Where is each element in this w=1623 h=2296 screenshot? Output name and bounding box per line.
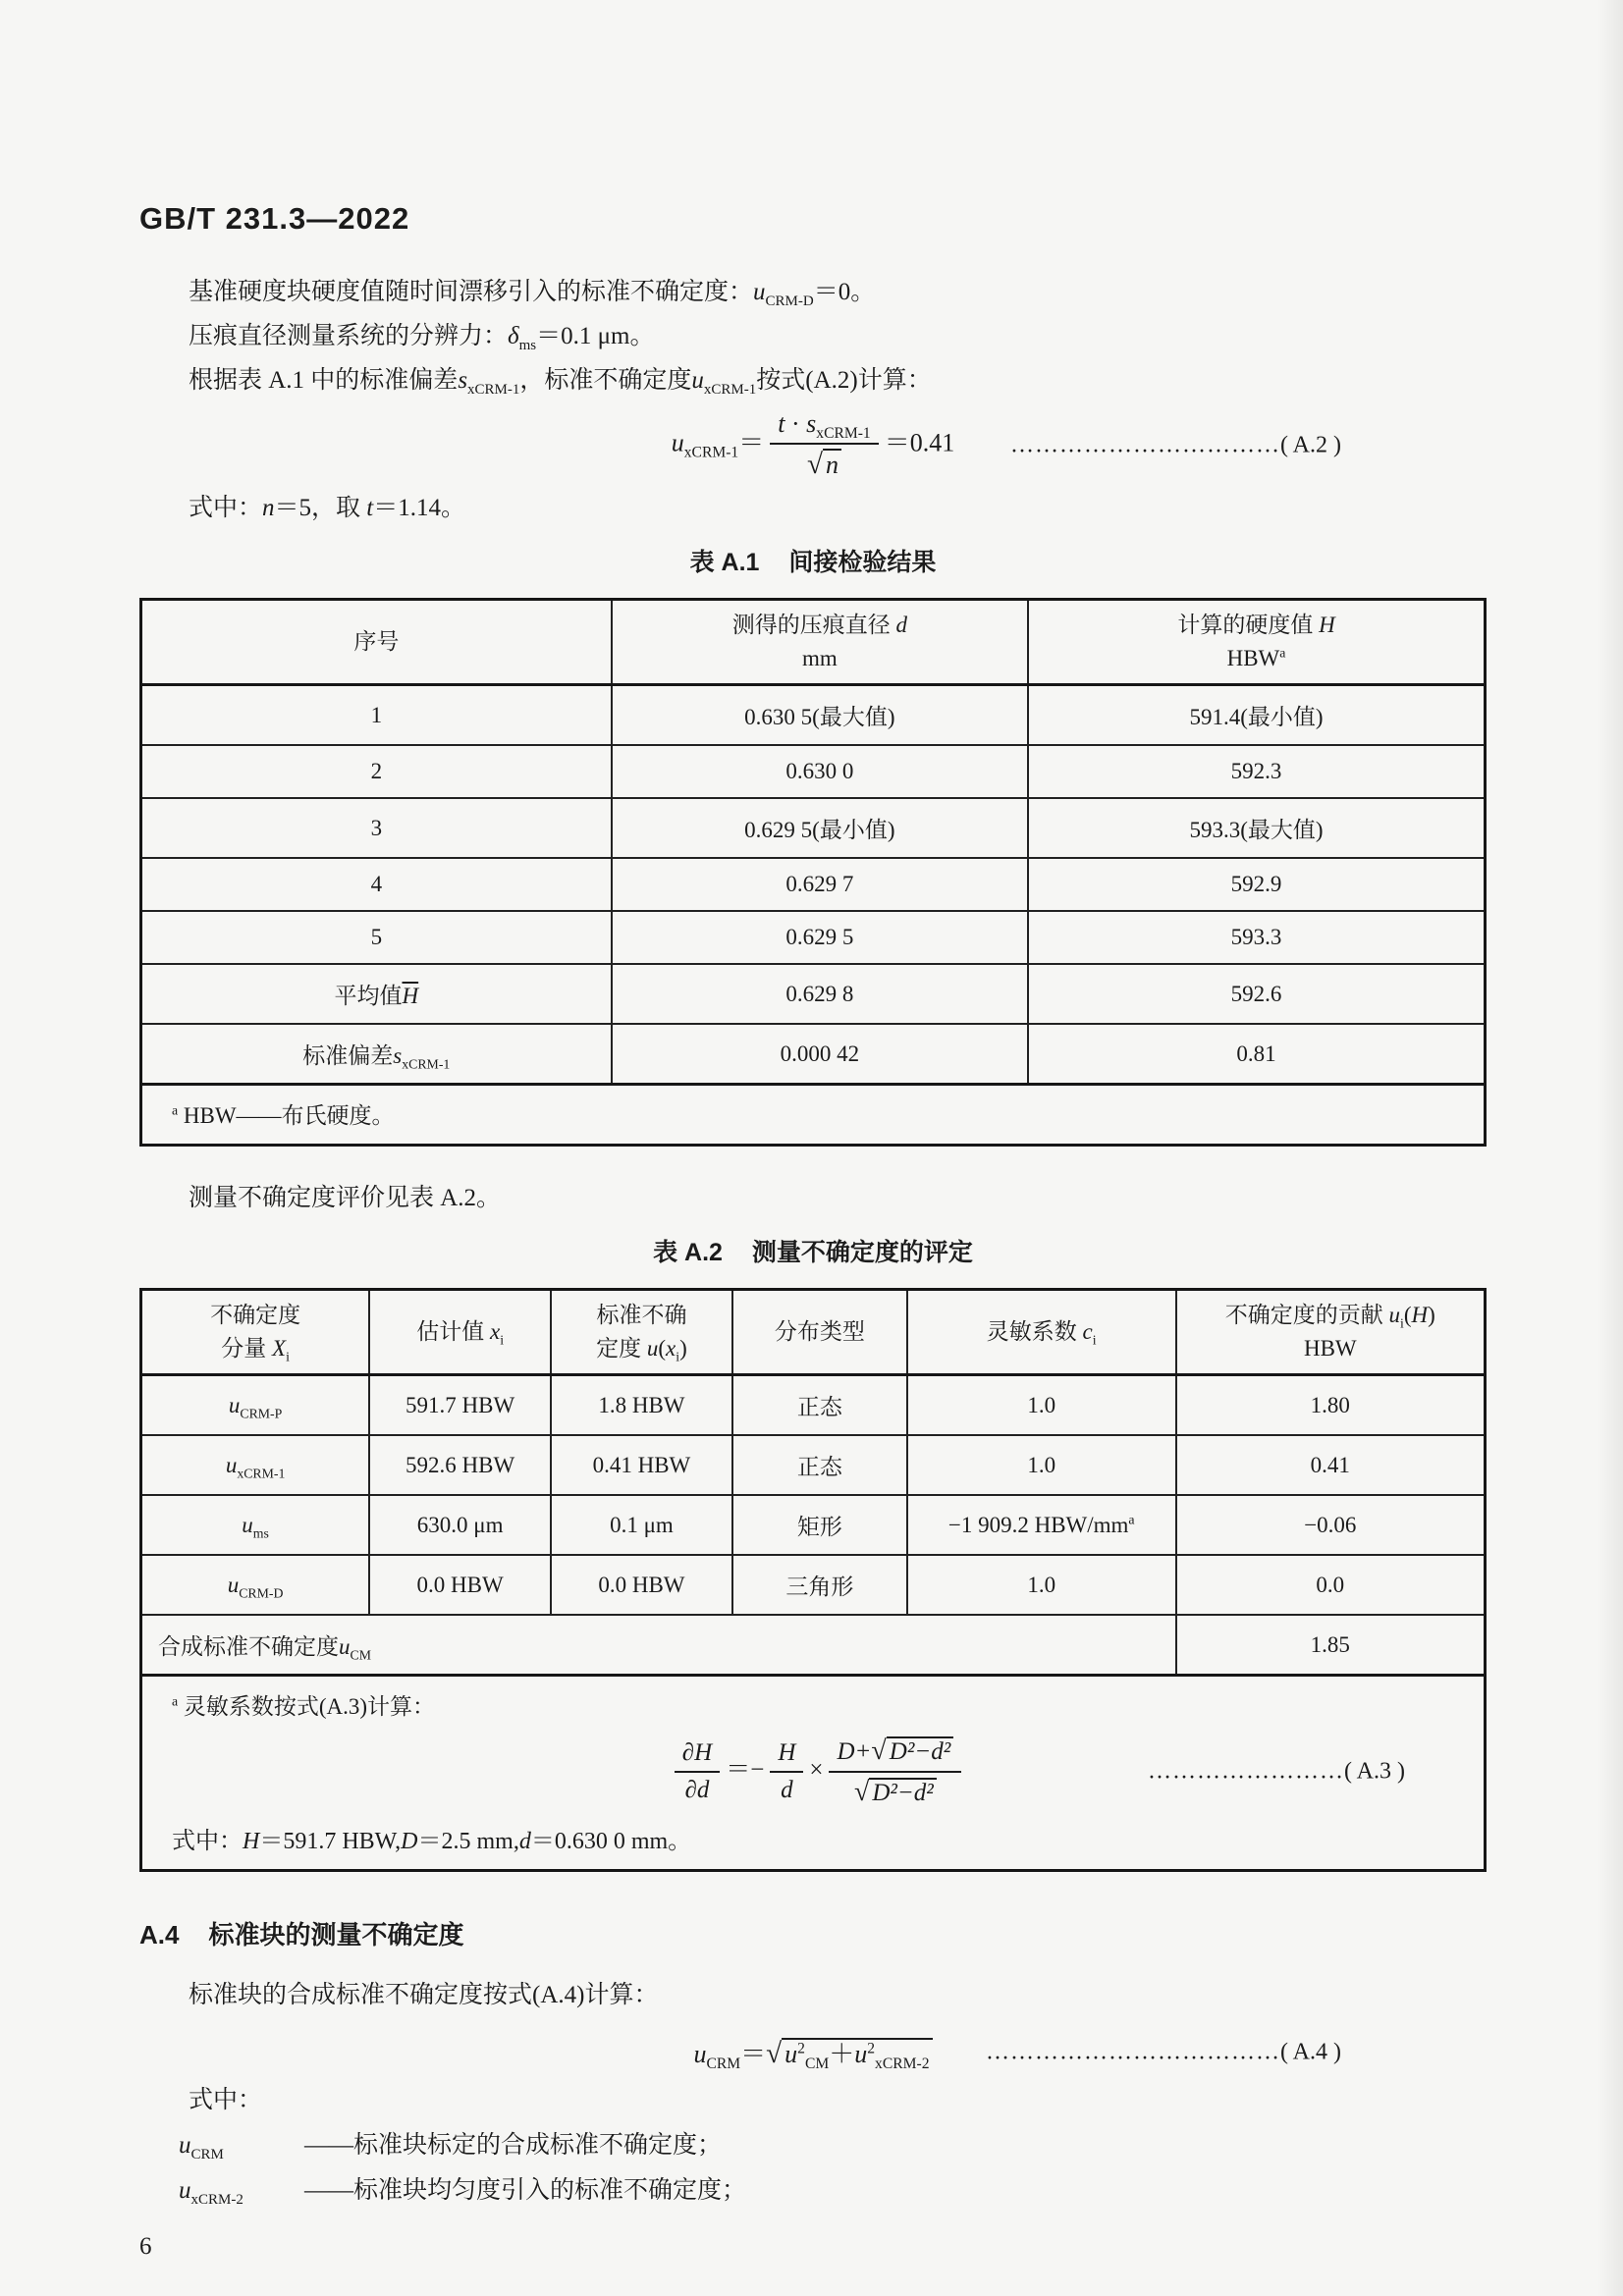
variable: u [753,279,766,305]
table-row [141,858,1486,911]
radical [807,451,841,479]
numerator [770,408,879,443]
cell-seq: 5 [141,911,612,964]
cell-component [141,1555,370,1615]
text: ＝0.630 0 mm。 [530,1829,692,1854]
text: ＝2.5 mm, [417,1829,519,1854]
table-row [141,745,1486,798]
formula-a2 [139,408,1487,482]
section-a4-heading [139,1915,1487,1951]
cell-diameter: 0.630 0 [612,745,1028,798]
fraction [829,1735,961,1809]
table-a2-title [139,1233,1487,1268]
value: 1.0 [1027,1452,1056,1477]
subscript: CRM-D [765,294,814,309]
cell-diameter: 0.629 5 [612,911,1028,964]
denominator [770,443,879,482]
table-label: 表 A.1 [689,549,760,576]
section-number: A.4 [139,1920,180,1949]
subscript: xCRM-1 [703,382,757,398]
variable: u [646,1336,659,1361]
subscript: xCRM-1 [683,444,739,461]
radicand [782,2038,932,2073]
definition-line [179,2129,1487,2163]
cell-hardness: 0.81 [1028,1024,1485,1085]
text: ＝0。 [813,279,876,305]
subscript: CRM [706,2056,741,2073]
table-row [141,911,1486,964]
radicand: D²−d² [869,1778,936,1806]
text: ＝0.1 μm。 [536,323,655,349]
table-a1-average-row [141,964,1486,1024]
variable: s [393,1043,403,1068]
text: 合成标准不确定度 [158,1634,339,1659]
text: 式中： [189,495,263,521]
variable: n [262,495,275,521]
column-header: 序号 [353,629,400,654]
variable: u [693,2040,707,2068]
subscript: xCRM-1 [402,1056,451,1072]
denominator: d [770,1771,803,1805]
text: 测得的压痕直径 [731,613,896,637]
subscript: CM [804,2056,830,2073]
text: 按式(A.2)计算： [756,367,932,394]
subscript: i [1092,1332,1097,1348]
cell-diameter: 0.629 5(最小值) [612,798,1028,858]
variable: x [666,1336,676,1361]
cell-contribution: 0.41 [1176,1435,1486,1495]
footnote-marker: a [172,1693,179,1709]
footnote-block [172,1688,1464,1855]
cell-combined-label [141,1615,1176,1676]
text: ( [658,1336,667,1361]
cell-seq: 3 [141,798,612,858]
header-cell-hardness [1028,600,1485,685]
text: 压痕直径测量系统的分辨力： [189,323,509,349]
equation-number: ( A.3 ) [1344,1758,1405,1785]
denominator [829,1771,961,1809]
numerator: ∂H [681,1739,713,1766]
variable: u [854,2040,868,2068]
superscript: 2 [867,2040,876,2057]
text: ，标准不确定度 [519,367,692,394]
cell-hardness: 593.3 [1028,911,1485,964]
header-cell-uncertainty [551,1290,732,1375]
variable: H [1411,1303,1429,1327]
footnote-cell [141,1085,1486,1146]
fraction [770,1738,803,1805]
equals-sign: ＝ [740,2040,767,2068]
times-sign: × [809,1756,824,1784]
table-a2-footnote-row [141,1676,1486,1871]
text: 不确定度 [210,1303,301,1327]
equation-label [1148,1759,1405,1786]
cell-uncertainty: 1.8 HBW [551,1375,732,1436]
cell-contribution: 0.0 [1176,1555,1486,1615]
cell-hardness: 592.6 [1028,964,1485,1024]
variable: u [1388,1303,1401,1327]
text: 定度 [596,1336,647,1361]
text: ) [1428,1303,1435,1327]
cell-distribution: 矩形 [732,1495,907,1555]
variable: s [806,409,817,438]
subscript: CM [350,1647,371,1663]
dot-operator: · [784,409,807,438]
equals-sign: ＝− [726,1756,765,1784]
footnote-text: 灵敏系数按式(A.3)计算： [178,1694,436,1719]
subscript: ms [518,338,537,353]
fraction [770,408,879,482]
text: 基准硬度块硬度值随时间漂移引入的标准不确定度： [189,279,754,305]
variable: u [228,1392,241,1417]
cell-estimate: 591.7 HBW [369,1375,551,1436]
text: 式中： [172,1829,243,1854]
paragraph-a4: 标准块的合成标准不确定度按式(A.4)计算： [189,1982,659,2008]
footnote-cell [141,1676,1486,1871]
equation [693,2034,932,2073]
radical [853,1777,937,1807]
text: ＝1.14。 [373,495,465,521]
variable: X [272,1336,287,1361]
footnote-marker: a [1279,645,1286,661]
dash: —— [304,2132,353,2159]
cell-diameter: 0.630 5(最大值) [612,685,1028,746]
result-value: 0.41 [909,428,955,457]
variable: t [366,495,374,521]
value: 1.0 [1027,1392,1056,1417]
text: 灵敏系数 [986,1319,1083,1344]
dot-leader: …………………………… [1010,432,1280,457]
subscript: i [500,1332,505,1348]
subscript: xCRM-1 [816,425,871,443]
equals-sign: ＝ [884,428,910,457]
sqrt-sign: √ [806,449,823,480]
table-row [141,1555,1486,1615]
variable: u [671,428,684,457]
text [1183,1299,1478,1332]
cell-estimate: 0.0 HBW [369,1555,551,1615]
cell-uncertainty: 0.1 μm [551,1495,732,1555]
variable: d [518,1829,531,1854]
text: 分量 [221,1336,273,1361]
header-cell-estimate [369,1290,551,1375]
table-a2-header-row [141,1290,1486,1375]
equation [669,1735,967,1809]
table-label: 表 A.2 [653,1239,723,1266]
cell-distribution: 正态 [732,1435,907,1495]
cell-component [141,1375,370,1436]
section-title: 标准块的测量不确定度 [208,1920,464,1949]
variable: u [242,1512,253,1537]
variable: H [1319,613,1335,637]
where-label: 式中： [189,2087,263,2113]
radicand: n [823,449,841,479]
paragraph-where-a2 [139,492,1487,525]
header-cell-component [141,1290,370,1375]
variable: u [179,2132,191,2159]
cell-sensitivity [907,1375,1176,1436]
radical [766,2038,932,2073]
value: 1.0 [1027,1572,1056,1597]
dot-leader: ……………………………… [986,2039,1280,2064]
table-a1-stddev-row [141,1024,1486,1085]
definition-text: 标准块均匀度引入的标准不确定度； [353,2177,747,2204]
column-unit: mm [801,646,838,670]
variable: x [489,1319,501,1344]
subscript: i [676,1349,680,1364]
page-number: 6 [139,2233,152,2260]
dash: —— [304,2177,353,2204]
footnote-line [172,1688,1464,1721]
equation-number: ( A.2 ) [1280,432,1341,457]
cell-hardness: 592.9 [1028,858,1485,911]
variable: δ [508,323,519,349]
table-a1-footnote-row [141,1085,1486,1146]
equation [672,408,955,482]
cell-estimate: 630.0 μm [369,1495,551,1555]
sqrt-sign: √ [853,1777,870,1807]
equals-sign: ＝ [738,428,765,457]
variable: u [227,1572,240,1597]
table-row [141,1435,1486,1495]
table-a2-combined-row [141,1615,1486,1676]
table-caption: 测量不确定度的评定 [751,1239,973,1266]
subscript: ms [252,1525,269,1541]
definition-line [179,2174,1487,2208]
table-row [141,798,1486,858]
numerator [829,1735,961,1771]
cell-sensitivity [907,1435,1176,1495]
table-a2 [139,1288,1487,1872]
subscript: i [1400,1315,1404,1331]
table-caption: 间接检验结果 [788,549,937,576]
equation-number: ( A.4 ) [1280,2039,1341,2064]
subscript: CRM [190,2147,224,2163]
subscript: xCRM-2 [875,2056,930,2073]
radical [871,1735,953,1766]
numerator: H [778,1739,796,1766]
formula-a4 [139,2034,1487,2073]
table-row [141,1495,1486,1555]
cell-combined-value: 1.85 [1176,1615,1486,1676]
header-cell-distribution: 分布类型 [732,1290,907,1375]
header-cell-seq [141,600,612,685]
text: ＝5，取 [274,495,367,521]
cell-component [141,1495,370,1555]
equation-label [1010,432,1341,458]
variable: u [179,2177,191,2204]
table-a1-title [139,543,1487,578]
subscript: CRM-D [239,1585,284,1601]
variable: t [778,409,785,438]
footnote-text: HBW——布氏硬度。 [178,1103,395,1128]
column-unit: HBW [1303,1336,1357,1361]
text: 估计值 [416,1319,490,1344]
footnote-where-line [172,1821,1464,1855]
cell-estimate: 592.6 HBW [369,1435,551,1495]
plus-sign: ＋ [829,2040,855,2068]
text: ) [679,1336,687,1361]
doc-number: GB/T 231.3—2022 [139,201,410,236]
footnote-marker: a [1128,1511,1135,1526]
text: 平均值 [334,984,403,1008]
variable: u [225,1452,238,1477]
variable: D [401,1829,418,1854]
definition-symbol [179,2174,304,2208]
variable: u [339,1634,351,1659]
variable: d [895,613,907,637]
text: ( [1403,1303,1412,1327]
variable: u [691,367,704,394]
formula-a3 [172,1735,1464,1809]
sqrt-sign: √ [766,2038,783,2069]
text: D+ [837,1738,872,1765]
cell-hardness: 592.3 [1028,745,1485,798]
column-header [1035,609,1478,642]
superscript: 2 [797,2040,805,2057]
unit: HBW [1226,646,1280,670]
subscript: xCRM-2 [190,2192,243,2208]
definition-text: 标准块标定的合成标准不确定度； [353,2132,723,2159]
subscript: CRM-P [240,1406,283,1421]
header-cell-contribution [1176,1290,1486,1375]
column-unit [1035,642,1478,675]
cell-stddev-label [141,1024,612,1085]
cell-contribution: −0.06 [1176,1495,1486,1555]
cell-distribution: 正态 [732,1375,907,1436]
variable: u [784,2040,798,2068]
variable-hbar: $\overline{H}$ [402,984,419,1008]
table-row [141,1375,1486,1436]
text [148,1332,362,1365]
paragraph-see-a2: 测量不确定度评价见表 A.2。 [189,1185,502,1211]
cell-diameter: 0.000 42 [612,1024,1028,1085]
text: 不确定度的贡献 [1224,1303,1389,1327]
cell-seq: 2 [141,745,612,798]
cell-contribution: 1.80 [1176,1375,1486,1436]
radicand: D²−d² [887,1736,953,1765]
cell-seq: 1 [141,685,612,746]
cell-distribution: 三角形 [732,1555,907,1615]
cell-component [141,1435,370,1495]
variable: H [243,1829,260,1854]
table-a1 [139,598,1487,1147]
text: ＝591.7 HBW, [259,1829,402,1854]
paragraph-basis [139,364,1487,398]
cell-average-label [141,964,612,1024]
paragraph-drift [139,276,1487,309]
subscript: xCRM-1 [237,1466,286,1481]
cell-diameter: 0.629 7 [612,858,1028,911]
cell-hardness: 593.3(最大值) [1028,798,1485,858]
cell-uncertainty: 0.0 HBW [551,1555,732,1615]
text: 计算的硬度值 [1177,613,1320,637]
paragraph-resolution [139,320,1487,353]
cell-sensitivity [907,1555,1176,1615]
text [558,1332,726,1365]
dot-leader: …………………… [1148,1758,1344,1785]
text: 标准偏差 [302,1043,394,1068]
footnote-marker: a [172,1102,179,1118]
table-row [141,685,1486,746]
denominator: ∂d [675,1771,720,1805]
column-header [619,609,1021,642]
table-a1-header-row [141,600,1486,685]
equation-label [986,2039,1341,2065]
header-cell-sensitivity [907,1290,1176,1375]
fraction [675,1738,720,1805]
subscript: i [286,1349,290,1364]
subscript: xCRM-1 [467,382,520,398]
sqrt-sign: √ [871,1735,887,1766]
cell-hardness: 591.4(最小值) [1028,685,1485,746]
variable: s [458,367,468,394]
text: 根据表 A.1 中的标准偏差 [189,367,459,394]
variable: c [1082,1319,1093,1344]
value: −1 909.2 HBW/mm [947,1512,1129,1537]
cell-diameter: 0.629 8 [612,964,1028,1024]
definition-symbol [179,2129,304,2163]
cell-sensitivity [907,1495,1176,1555]
cell-uncertainty: 0.41 HBW [551,1435,732,1495]
header-cell-diameter [612,600,1028,685]
text: 标准不确 [596,1303,687,1327]
cell-seq: 4 [141,858,612,911]
